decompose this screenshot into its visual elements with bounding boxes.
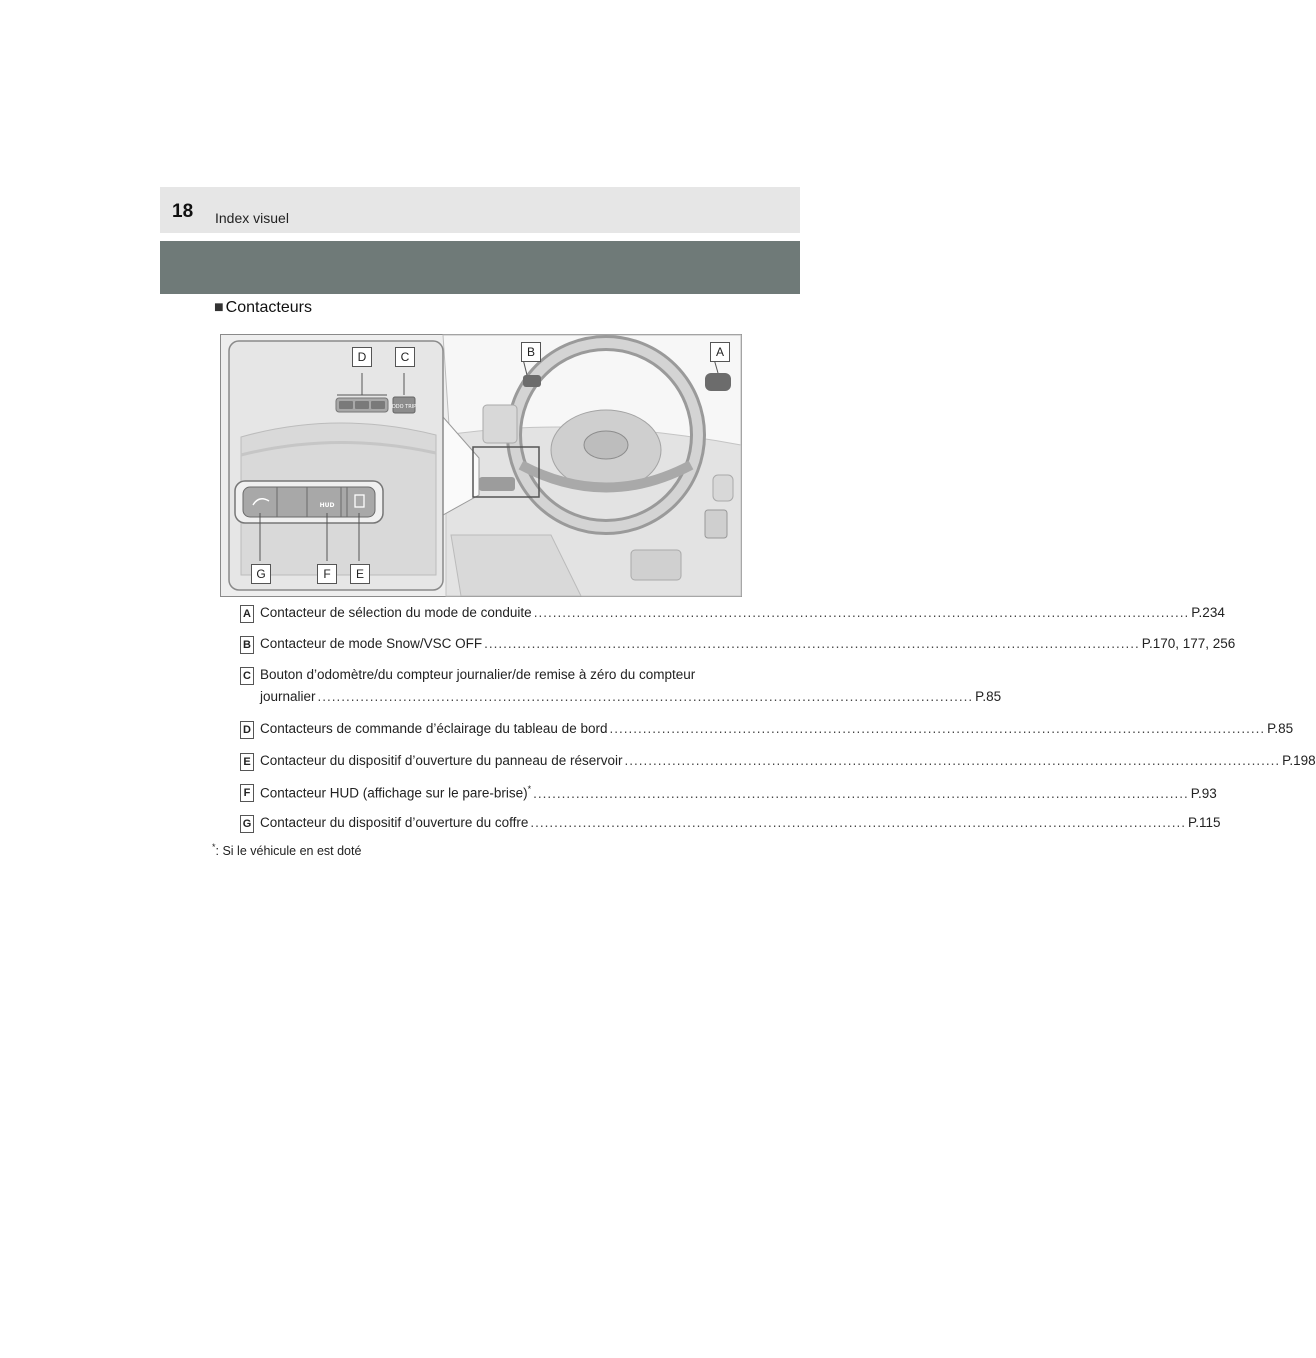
- item-letter-badge: A: [240, 605, 254, 623]
- hud-button-label: HUD: [319, 502, 335, 509]
- page-header-title: Index visuel: [215, 210, 289, 226]
- item-letter-badge: B: [240, 636, 254, 654]
- item-text: [260, 784, 531, 801]
- item-text: Contacteur du dispositif d’ouverture du panneau de réservoir: [260, 753, 623, 768]
- page-reference-link[interactable]: P.85: [1267, 721, 1294, 736]
- item-letter-badge: F: [240, 784, 254, 802]
- callout-e: E: [350, 564, 370, 584]
- footnote-marker: *: [212, 842, 216, 852]
- page-number: 18: [172, 201, 194, 222]
- page-reference-link[interactable]: P.198: [1282, 753, 1316, 768]
- callout-g: G: [251, 564, 271, 584]
- dashboard-drawing: [221, 335, 741, 596]
- page-reference-link[interactable]: P.85: [975, 689, 1002, 704]
- section-marker-icon: ■: [214, 299, 224, 316]
- footnote-marker: *: [527, 784, 532, 794]
- item-letter-badge: G: [240, 815, 254, 833]
- item-letter-badge: D: [240, 721, 254, 739]
- item-text: Contacteurs de commande d’éclairage du tableau de bord: [260, 721, 608, 736]
- callout-a: A: [710, 342, 730, 362]
- item-text: Contacteur du dispositif d’ouverture du coffre: [260, 815, 529, 830]
- item-text-main: Contacteur HUD (affichage sur le pare-brise): [260, 785, 528, 801]
- leader-dots: ..........................................................................................................................................: [533, 605, 1190, 620]
- section-title-text: Contacteurs: [225, 299, 312, 316]
- leader-dots: ..........................................................................................................................................: [317, 689, 974, 704]
- footnote-text: : Si le véhicule en est doté: [215, 844, 362, 859]
- item-text: Contacteur de sélection du mode de conduite: [260, 605, 532, 620]
- page-reference-link[interactable]: P.234: [1191, 605, 1225, 620]
- leader-dots: ..........................................................................................................................................: [624, 753, 1281, 768]
- callout-c: C: [395, 347, 415, 367]
- footnote: [212, 842, 361, 858]
- chapter-band: [160, 241, 800, 294]
- item-letter-badge: E: [240, 753, 254, 771]
- switches-illustration: [220, 334, 742, 597]
- leader-dots: ..........................................................................................................................................: [533, 785, 1189, 801]
- item-text: Contacteur de mode Snow/VSC OFF: [260, 636, 483, 651]
- page-reference-link[interactable]: P.93: [1190, 785, 1217, 801]
- item-letter-badge: C: [240, 667, 254, 685]
- section-title: [214, 299, 312, 317]
- leader-dots: ..........................................................................................................................................: [609, 721, 1266, 736]
- list-item: [240, 667, 1002, 709]
- leader-dots: ..........................................................................................................................................: [484, 636, 1140, 651]
- callout-f: F: [317, 564, 337, 584]
- item-text: journalier: [260, 689, 316, 704]
- item-text-line1: Bouton d’odomètre/du compteur journalier/de remise à zéro du compteur: [260, 667, 696, 682]
- callout-b: B: [521, 342, 541, 362]
- page-reference-link[interactable]: P.115: [1188, 815, 1221, 830]
- callout-d: D: [352, 347, 372, 367]
- page-reference-link[interactable]: P.170, 177, 256: [1141, 636, 1236, 651]
- leader-dots: ..........................................................................................................................................: [530, 815, 1187, 830]
- odo-trip-button-label: ODO TRIP: [391, 404, 417, 410]
